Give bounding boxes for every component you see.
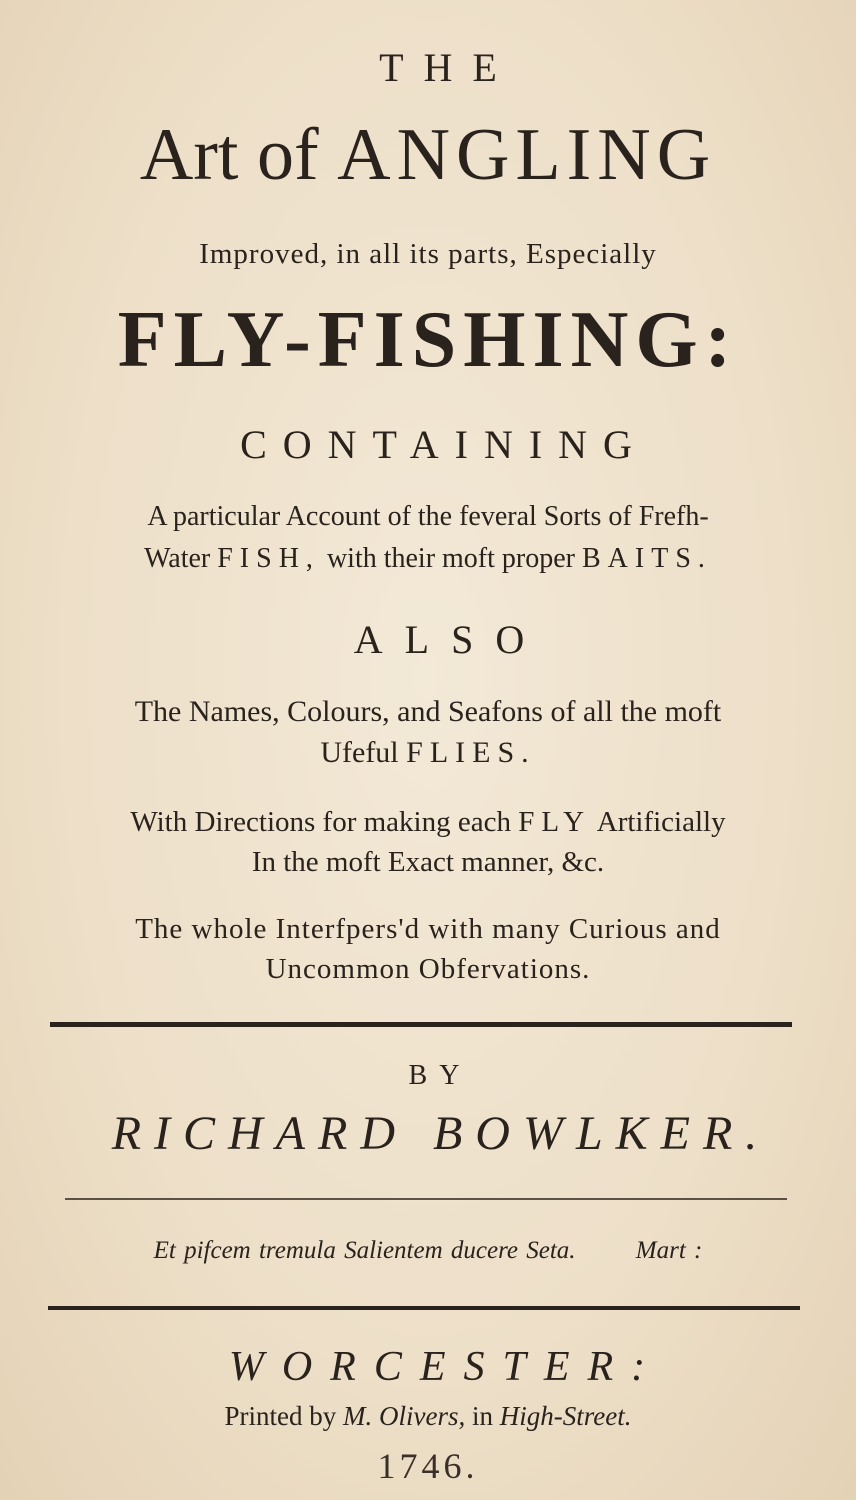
subtitle-improved: Improved, in all its parts, Especially [199, 238, 657, 270]
directions-line-2: In the moft Exact manner, &c. [251, 846, 605, 878]
directions-line-1-start: With Directions for making each [130, 806, 511, 838]
account-line-2-fish: FISH, [217, 543, 320, 574]
imprint-in: in [472, 1401, 494, 1431]
title-the: THE [379, 45, 517, 90]
divider-rule [50, 1022, 792, 1027]
author-name: RICHARD BOWLKER. [111, 1107, 771, 1160]
directions-line-1-fly: FLY [518, 806, 592, 838]
imprint-street: High-Street. [499, 1401, 632, 1431]
account-line-2-proper: with their moft proper [326, 543, 575, 574]
divider-rule [65, 1198, 787, 1200]
epigraph [0, 1238, 856, 1263]
epigraph-text: Et pifcem tremula Salientem ducere Seta. [153, 1237, 576, 1264]
account-line-2 [0, 545, 856, 573]
names-line-1: The Names, Colours, and Seafons of all the moft [134, 695, 722, 728]
subtitle-fly-fishing: FLY-FISHING: [117, 296, 739, 384]
observations-line-2: Uncommon Obfervations. [265, 953, 591, 985]
main-title-angling: ANGLING [337, 114, 717, 196]
imprint-printer [0, 1403, 856, 1430]
imprint-place: WORCESTER: [228, 1344, 664, 1390]
epigraph-source: Mart : [635, 1237, 703, 1264]
directions-line-1 [0, 808, 856, 837]
names-line-2-flies: FLIES. [406, 736, 536, 769]
heading-also: ALSO [353, 617, 547, 662]
account-line-1: A particular Account of the feveral Sorts of Frefh- [147, 501, 709, 532]
account-line-2-water: Water [144, 543, 211, 574]
byline-by: BY [408, 1060, 472, 1091]
divider-rule [48, 1306, 800, 1310]
account-line-2-baits: BAITS. [582, 543, 712, 574]
imprint-printed-by: Printed by [224, 1401, 337, 1431]
names-line-2 [0, 738, 856, 768]
names-line-2-useful: Ufeful [320, 736, 399, 769]
main-title-art-of: Art of [139, 114, 319, 196]
main-title [0, 114, 856, 196]
observations-line-1: The whole Interfpers'd with many Curious and [135, 913, 721, 945]
heading-containing: CONTAINING [240, 422, 648, 467]
imprint-printer-name: M. Olivers, [343, 1401, 466, 1431]
directions-line-1-end: Artificially [596, 806, 726, 838]
imprint-year: 1746. [377, 1446, 479, 1486]
